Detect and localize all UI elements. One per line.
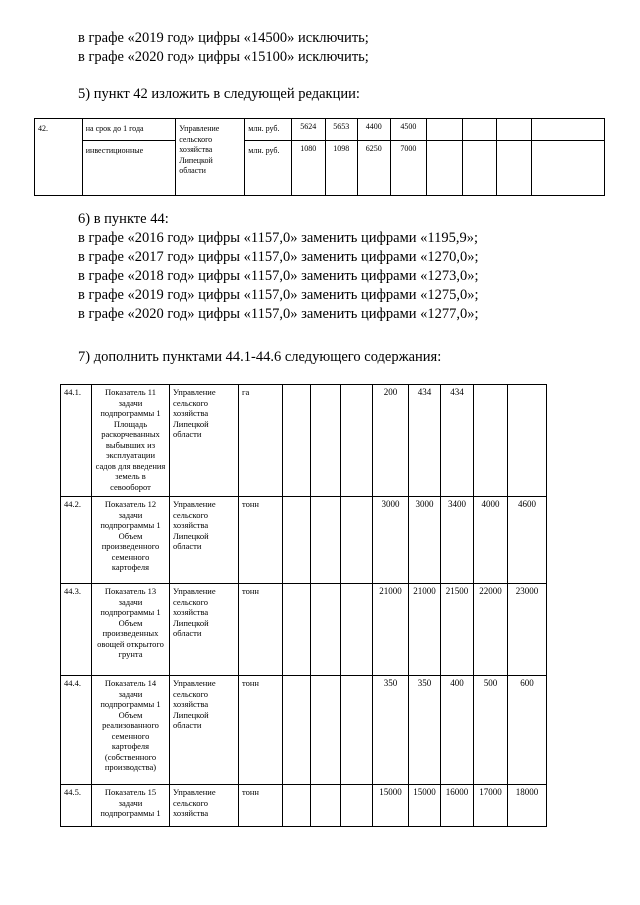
row-org: Управление сельского хозяйства Липецкой области [176,119,245,196]
value-cell: 3400 [441,497,474,584]
value-cell [341,676,373,785]
row-number: 42. [35,119,83,196]
value-cell [283,584,311,676]
row-name: Показатель 11 задачи подпрограммы 1 Площадь раскорчеванных выбывших из эксплуатации садов для введения земель в севооборот [92,385,170,497]
value-cell: 200 [373,385,409,497]
row-unit: га [239,385,283,497]
row-name: Показатель 15 задачи подпрограммы 1 [92,785,170,827]
value-cell: 23000 [508,584,547,676]
value-cell [311,676,341,785]
intro-line: в графе «2020 год» цифры «15100» исключить; [78,49,369,65]
value-cell: 21500 [441,584,474,676]
value-cell [427,119,463,141]
row-unit: млн. руб. [245,119,292,141]
value-cell [283,676,311,785]
value-cell [311,385,341,497]
value-cell [311,785,341,827]
value-cell: 6250 [358,141,391,196]
item7-heading [78,348,441,367]
value-cell [341,497,373,584]
table-row [61,785,587,827]
table-row [61,676,587,785]
table-row [35,119,605,141]
value-cell: 21000 [409,584,441,676]
intro-paragraph [78,29,369,67]
row-number: 44.1. [61,385,92,497]
row-unit: млн. руб. [245,141,292,196]
value-cell: 4600 [508,497,547,584]
item6-line: в графе «2018 год» цифры «1157,0» заменить цифрами «1273,0»; [78,268,479,284]
value-cell [311,497,341,584]
empty-cell [531,119,604,141]
row-org: Управление сельского хозяйства [170,785,239,827]
row-name: Показатель 13 задачи подпрограммы 1 Объем произведенных овощей открытого грунта [92,584,170,676]
value-cell [341,385,373,497]
row-name: инвестиционные [82,141,175,196]
value-cell [497,141,532,196]
row-unit: тонн [239,584,283,676]
row-number: 44.5. [61,785,92,827]
value-cell [283,385,311,497]
row-number: 44.4. [61,676,92,785]
value-cell: 600 [508,676,547,785]
value-cell: 4500 [390,119,427,141]
row-unit: тонн [239,497,283,584]
value-cell: 3000 [409,497,441,584]
value-cell: 434 [441,385,474,497]
intro-line: в графе «2019 год» цифры «14500» исключить; [78,30,369,46]
value-cell: 5653 [325,119,358,141]
row-org: Управление сельского хозяйства Липецкой области [170,676,239,785]
value-cell [311,584,341,676]
item6-line: в графе «2016 год» цифры «1157,0» заменить цифрами «1195,9»; [78,230,478,246]
row-unit: тонн [239,785,283,827]
value-cell [508,385,547,497]
value-cell: 22000 [474,584,508,676]
row-name: Показатель 12 задачи подпрограммы 1 Объем произведенного семенного картофеля [92,497,170,584]
table-item-42 [34,118,605,196]
value-cell: 434 [409,385,441,497]
row-org: Управление сельского хозяйства Липецкой области [170,385,239,497]
value-cell: 500 [474,676,508,785]
value-cell [474,385,508,497]
item6-line: в графе «2017 год» цифры «1157,0» заменить цифрами «1270,0»; [78,249,479,265]
value-cell: 350 [373,676,409,785]
value-cell: 3000 [373,497,409,584]
value-cell: 1098 [325,141,358,196]
value-cell: 7000 [390,141,427,196]
value-cell: 350 [409,676,441,785]
value-cell: 16000 [441,785,474,827]
row-number: 44.3. [61,584,92,676]
item6-line: в графе «2019 год» цифры «1157,0» заменить цифрами «1275,0»; [78,287,479,303]
value-cell [283,497,311,584]
table-row [35,141,605,196]
row-unit: тонн [239,676,283,785]
value-cell [462,141,497,196]
value-cell: 15000 [373,785,409,827]
value-cell: 4400 [358,119,391,141]
item5-text: 5) пункт 42 изложить в следующей редакции: [78,86,360,102]
value-cell: 15000 [409,785,441,827]
row-org: Управление сельского хозяйства Липецкой области [170,584,239,676]
row-name: Показатель 14 задачи подпрограммы 1 Объем реализованного семенного картофеля (собственного производства) [92,676,170,785]
value-cell [341,584,373,676]
value-cell: 400 [441,676,474,785]
item7-text: 7) дополнить пунктами 44.1-44.6 следующего содержания: [78,349,442,365]
value-cell [497,119,532,141]
table-items-44 [60,384,587,827]
row-name: на срок до 1 года [82,119,175,141]
value-cell [462,119,497,141]
value-cell [427,141,463,196]
table-row [61,584,587,676]
value-cell: 5624 [292,119,326,141]
value-cell: 4000 [474,497,508,584]
item6-paragraph [78,210,479,324]
empty-cell [531,141,604,196]
table-row [61,385,587,497]
value-cell: 18000 [508,785,547,827]
value-cell: 1080 [292,141,326,196]
row-number: 44.2. [61,497,92,584]
item5-heading [78,85,360,104]
row-org: Управление сельского хозяйства Липецкой области [170,497,239,584]
item6-line: 6) в пункте 44: [78,211,169,227]
table-row [61,497,587,584]
value-cell [283,785,311,827]
value-cell: 21000 [373,584,409,676]
value-cell [341,785,373,827]
value-cell: 17000 [474,785,508,827]
item6-line: в графе «2020 год» цифры «1157,0» заменить цифрами «1277,0»; [78,306,479,322]
